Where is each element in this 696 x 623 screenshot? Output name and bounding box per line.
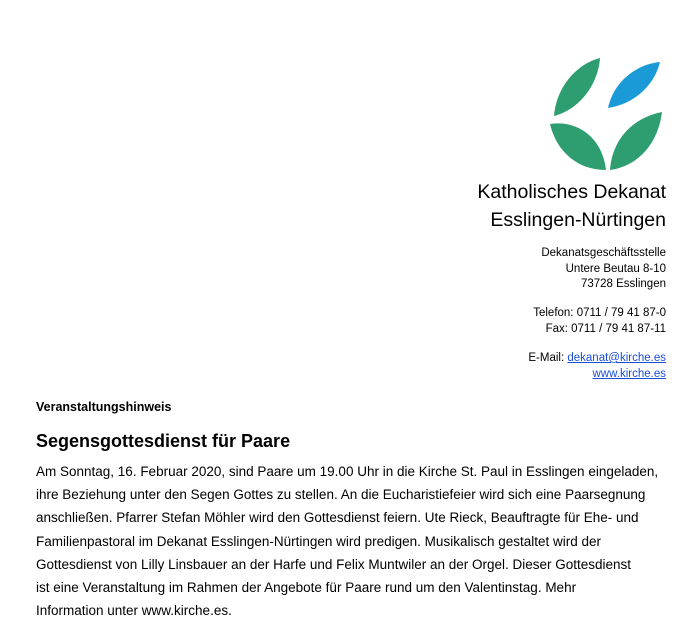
phone-block xyxy=(533,306,666,337)
address-line1: Dekanatsgeschäftsstelle xyxy=(541,247,666,259)
online-contact-block xyxy=(528,351,666,382)
organization-name xyxy=(477,178,666,234)
address-line3: 73728 Esslingen xyxy=(580,278,666,290)
email-line xyxy=(528,351,666,367)
logo-leaf-top-left xyxy=(554,58,600,116)
description-line: Familienpastoral im Dekanat Esslingen-Nürtingen wird predigen. Musikalisch gestaltet wird der xyxy=(36,533,602,549)
address-block xyxy=(541,246,666,293)
email-label: E-Mail: xyxy=(528,352,568,364)
description-line: Gottesdienst von Lilly Linsbauer an der Harfe und Felix Muntwiler an der Orgel. Dieser Gottesdienst xyxy=(36,556,632,572)
event-title: Segensgottesdienst für Paare xyxy=(36,431,291,451)
logo-leaf-bottom-left xyxy=(550,123,606,170)
address-line2: Untere Beutau 8-10 xyxy=(565,262,666,275)
logo-leaf-bottom-right xyxy=(610,112,662,170)
website-link[interactable]: www.kirche.es xyxy=(592,367,666,380)
description-line: Information unter www.kirche.es. xyxy=(36,603,232,619)
logo-leaf-top-right xyxy=(608,62,660,108)
description-line: Am Sonntag, 16. Februar 2020, sind Paare um 19.00 Uhr in die Kirche St. Paul in Esslingen eingeladen, xyxy=(36,464,659,479)
event-notice-label: Veranstaltungshinweis xyxy=(36,400,172,414)
org-name-line2: Esslingen-Nürtingen xyxy=(490,209,666,231)
org-name-line1: Katholisches Dekanat xyxy=(477,181,666,203)
email-link[interactable]: dekanat@kirche.es xyxy=(567,352,666,364)
description-line: anschließen. Pfarrer Stefan Möhler wird den Gottesdienst feiern. Ute Rieck, Beauftragte für Ehe- und xyxy=(36,510,639,526)
phone-number: Telefon: 0711 / 79 41 87-0 xyxy=(533,307,666,319)
fax-number: Fax: 0711 / 79 41 87-11 xyxy=(545,322,666,335)
event-description xyxy=(36,460,676,622)
description-line: ist eine Veranstaltung im Rahmen der Angebote für Paare rund um den Valentinstag. Mehr xyxy=(36,580,577,596)
description-line: ihre Beziehung unter den Segen Gottes zu stellen. An die Eucharistiefeier wird sich eine Paarsegnung xyxy=(36,487,646,503)
dekanat-logo xyxy=(548,52,664,172)
